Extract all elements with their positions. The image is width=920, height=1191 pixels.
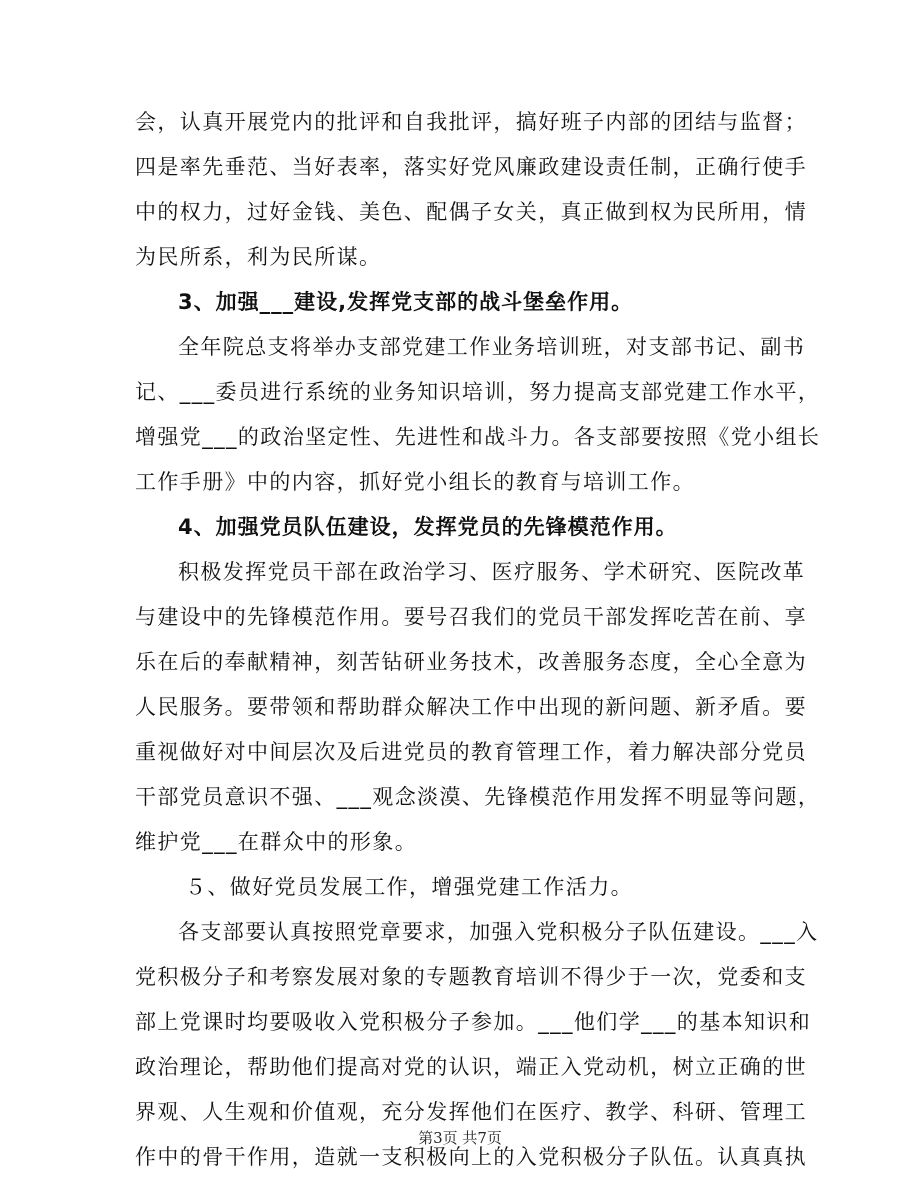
paragraph-line: 作中的骨干作用，造就一支积极向上的入党积极分子队伍。认真真执: [135, 1145, 807, 1169]
paragraph-line: 增强党___的政治坚定性、先进性和战斗力。各支部要按照《党小组长: [135, 425, 821, 449]
paragraph-line: 积极发挥党员干部在政治学习、医疗服务、学术研究、医院改革: [178, 560, 806, 584]
paragraph-line: 乐在后的奉献精神，刻苦钻研业务技术，改善服务态度，全心全意为: [135, 650, 807, 674]
paragraph-line: 记、___委员进行系统的业务知识培训，努力提高支部党建工作水平，: [135, 380, 821, 404]
paragraph-line: 干部党员意识不强、___观念淡漠、先锋模范作用发挥不明显等问题，: [135, 785, 821, 809]
paragraph-line: 界观、人生观和价值观，充分发挥他们在医疗、教学、科研、管理工: [135, 1100, 807, 1124]
paragraph-line: 重视做好对中间层次及后进党员的教育管理工作，着力解决部分党员: [135, 740, 807, 764]
page-footer: 第3页 共7页: [418, 1129, 502, 1147]
paragraph-line: 为民所系，利为民所谋。: [135, 245, 382, 269]
paragraph-line: 与建设中的先锋模范作用。要号召我们的党员干部发挥吃苦在前、享: [135, 605, 807, 629]
paragraph-line: 部上党课时均要吸收入党积极分子参加。___他们学___的基本知识和: [135, 1010, 812, 1034]
paragraph-line: 各支部要认真按照党章要求，加强入党积极分子队伍建设。___入: [178, 920, 819, 944]
paragraph-line: 四是率先垂范、当好表率，落实好党风廉政建设责任制，正确行使手: [135, 155, 807, 179]
paragraph-line: 人民服务。要带领和帮助群众解决工作中出现的新问题、新矛盾。要: [135, 695, 807, 719]
paragraph-line: 党积极分子和考察发展对象的专题教育培训不得少于一次，党委和支: [135, 965, 807, 989]
paragraph-line: 全年院总支将举办支部党建工作业务培训班，对支部书记、副书: [178, 335, 806, 359]
paragraph-line: 政治理论，帮助他们提高对党的认识，端正入党动机，树立正确的世: [135, 1055, 807, 1079]
section-heading-5: ５、做好党员发展工作，增强党建工作活力。: [185, 875, 633, 899]
paragraph-line: 中的权力，过好金钱、美色、配偶子女关，真正做到权为民所用，情: [135, 200, 807, 224]
section-heading-4: 4、加强党员队伍建设，发挥党员的先锋模范作用。: [178, 515, 678, 539]
paragraph-line: 会，认真开展党内的批评和自我批评，搞好班子内部的团结与监督；: [135, 110, 807, 134]
section-heading-3: 3、加强___建设,发挥党支部的战斗堡垒作用。: [178, 290, 634, 314]
paragraph-line: 工作手册》中的内容，抓好党小组长的教育与培训工作。: [135, 470, 695, 494]
paragraph-line: 维护党___在群众中的形象。: [135, 830, 418, 854]
